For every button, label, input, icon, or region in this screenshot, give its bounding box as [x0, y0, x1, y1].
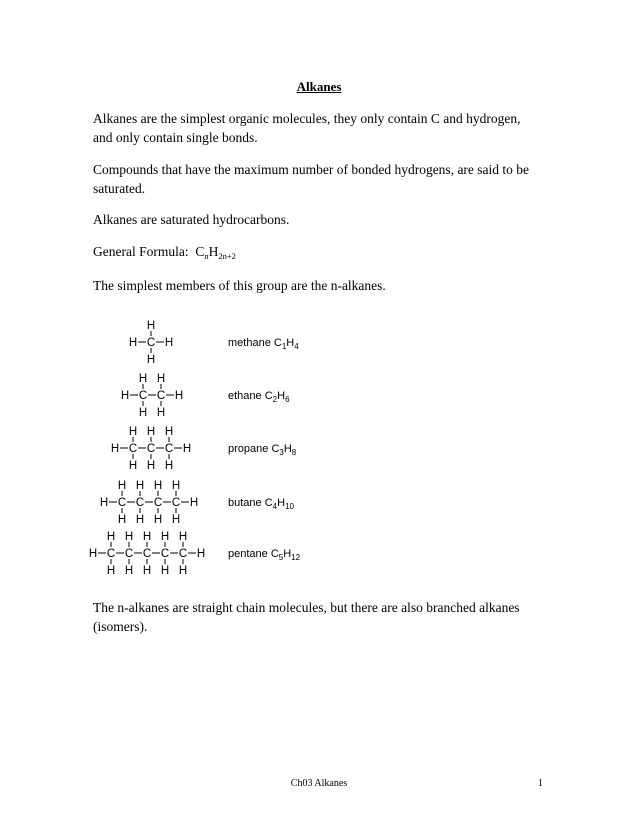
structure-carbon-count: 4	[272, 502, 278, 511]
pentane-hydrogen-atom: H	[142, 565, 152, 577]
structure-hydrogen-count: 12	[291, 553, 301, 562]
butane-hydrogen-atom: H	[189, 497, 199, 509]
formula-carbon: C	[195, 244, 205, 259]
butane-hydrogen-atom: H	[171, 514, 181, 526]
pentane-hydrogen-atom: H	[124, 565, 134, 577]
paragraph-branched: The n-alkanes are straight chain molecules, but there are also branched alkanes (isomers).	[93, 600, 520, 634]
footer-chapter: Ch03 Alkanes	[290, 778, 348, 789]
structure-hydrogen-symbol: H	[277, 497, 286, 509]
pentane-carbon-atom: C	[178, 548, 188, 560]
structure-label-pentane	[228, 548, 301, 562]
page-title: Alkanes	[296, 79, 342, 94]
structure-hydrogen-symbol: H	[286, 337, 295, 349]
structure-name: ethane	[228, 390, 265, 402]
structure-carbon-symbol: C	[264, 390, 273, 402]
propane-hydrogen-atom: H	[128, 426, 138, 438]
structure-hydrogen-symbol: H	[283, 443, 292, 455]
butane-carbon-atom: C	[135, 497, 145, 509]
methane-hydrogen-atom: H	[128, 337, 138, 349]
butane-hydrogen-atom: H	[153, 514, 163, 526]
pentane-carbon-atom: C	[160, 548, 170, 560]
structure-carbon-symbol: C	[271, 443, 280, 455]
general-formula	[93, 242, 533, 263]
butane-carbon-atom: C	[117, 497, 127, 509]
pentane-hydrogen-atom: H	[124, 531, 134, 543]
butane-hydrogen-atom: H	[135, 514, 145, 526]
structure-hydrogen-symbol: H	[277, 390, 286, 402]
pentane-hydrogen-atom: H	[142, 531, 152, 543]
structure-hydrogen-count: 6	[285, 395, 290, 404]
pentane-hydrogen-atom: H	[88, 548, 98, 560]
butane-hydrogen-atom: H	[117, 480, 127, 492]
structure-carbon-count: 3	[279, 448, 284, 457]
ethane-hydrogen-atom: H	[138, 373, 148, 385]
pentane-carbon-atom: C	[142, 548, 152, 560]
formula-hydrogen-subscript: 2n+2	[218, 251, 236, 261]
butane-carbon-atom: C	[171, 497, 181, 509]
methane-hydrogen-atom: H	[146, 354, 156, 366]
ethane-hydrogen-atom: H	[138, 407, 148, 419]
paragraph-hydrocarbons: Alkanes are saturated hydrocarbons.	[93, 212, 290, 227]
butane-hydrogen-atom: H	[135, 480, 145, 492]
pentane-carbon-atom: C	[124, 548, 134, 560]
butane-hydrogen-atom: H	[117, 514, 127, 526]
paragraph-saturated: Compounds that have the maximum number of bonded hydrogens, are said to be saturated.	[93, 162, 530, 196]
formula-hydrogen: H	[208, 244, 219, 259]
propane-hydrogen-atom: H	[182, 443, 192, 455]
butane-hydrogen-atom: H	[99, 497, 109, 509]
structure-carbon-count: 2	[272, 395, 278, 404]
structural-formulas	[0, 305, 638, 590]
ethane-hydrogen-atom: H	[120, 390, 130, 402]
propane-hydrogen-atom: H	[146, 426, 156, 438]
ethane-carbon-atom: C	[156, 390, 166, 402]
methane-hydrogen-atom: H	[146, 320, 156, 332]
methane-carbon-atom: C	[146, 337, 156, 349]
propane-hydrogen-atom: H	[110, 443, 120, 455]
methane-hydrogen-atom: H	[164, 337, 174, 349]
propane-carbon-atom: C	[164, 443, 174, 455]
ethane-hydrogen-atom: H	[174, 390, 184, 402]
structure-hydrogen-count: 8	[291, 448, 297, 457]
ethane-carbon-atom: C	[138, 390, 148, 402]
pentane-hydrogen-atom: H	[106, 531, 116, 543]
butane-hydrogen-atom: H	[153, 480, 163, 492]
pentane-hydrogen-atom: H	[160, 565, 170, 577]
formula-carbon-subscript: n	[204, 251, 209, 261]
propane-carbon-atom: C	[146, 443, 156, 455]
butane-hydrogen-atom: H	[171, 480, 181, 492]
structure-name: propane	[228, 443, 272, 455]
structure-carbon-symbol: C	[273, 337, 282, 349]
structure-label-methane	[228, 337, 299, 351]
propane-hydrogen-atom: H	[164, 460, 174, 472]
paragraph-definition: Alkanes are the simplest organic molecules, they only contain C and hydrogen, and only contain single bonds.	[93, 111, 521, 145]
pentane-hydrogen-atom: H	[160, 531, 170, 543]
propane-hydrogen-atom: H	[146, 460, 156, 472]
structure-label-butane	[228, 497, 295, 511]
pentane-hydrogen-atom: H	[106, 565, 116, 577]
propane-hydrogen-atom: H	[128, 460, 138, 472]
structure-carbon-symbol: C	[264, 497, 273, 509]
propane-hydrogen-atom: H	[164, 426, 174, 438]
ethane-hydrogen-atom: H	[156, 407, 166, 419]
structure-name: pentane	[228, 548, 271, 560]
structure-name: methane	[228, 337, 274, 349]
paragraph-n-alkanes: The simplest members of this group are the n-alkanes.	[93, 278, 386, 293]
pentane-hydrogen-atom: H	[178, 531, 188, 543]
structure-label-propane	[228, 443, 297, 457]
structure-carbon-count: 5	[278, 553, 284, 562]
footer-page-number: 1	[538, 778, 543, 789]
butane-carbon-atom: C	[153, 497, 163, 509]
pentane-hydrogen-atom: H	[178, 565, 188, 577]
structure-carbon-count: 1	[281, 342, 287, 351]
propane-carbon-atom: C	[128, 443, 138, 455]
structure-hydrogen-symbol: H	[283, 548, 292, 560]
structure-hydrogen-count: 10	[285, 502, 294, 511]
structure-hydrogen-count: 4	[294, 342, 299, 351]
pentane-carbon-atom: C	[106, 548, 116, 560]
structure-carbon-symbol: C	[270, 548, 279, 560]
general-formula-label: General Formula:	[93, 244, 189, 259]
structure-label-ethane	[228, 390, 290, 404]
pentane-hydrogen-atom: H	[196, 548, 206, 560]
structure-name: butane	[228, 497, 265, 509]
ethane-hydrogen-atom: H	[156, 373, 166, 385]
